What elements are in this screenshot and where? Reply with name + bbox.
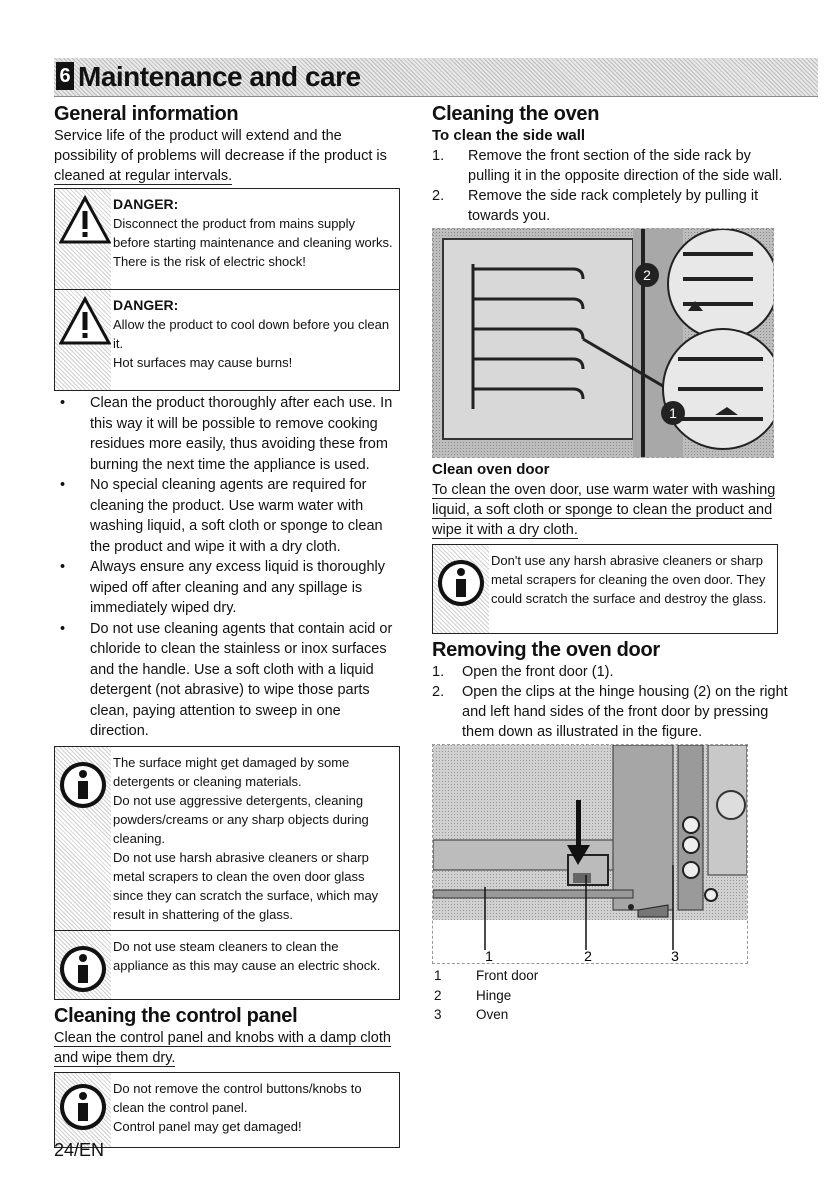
list-item: 2. Remove the side rack completely by pulling it towards you. xyxy=(432,188,759,224)
danger-text: Disconnect the product from mains supply before starting maintenance and cleaning works. xyxy=(113,216,393,250)
warning-triangle-icon xyxy=(59,296,111,346)
list-item: 2. Open the clips at the hinge housing (2) on the right and left hand sides of the front door by pressing them down as illustrated in the figure. xyxy=(432,684,788,740)
section-header xyxy=(54,58,818,97)
callout-label: 1 xyxy=(485,948,493,963)
legend-item: 2 Hinge xyxy=(434,987,512,1003)
list-item: • Do not use cleaning agents that contain acid or chloride to clean the stainless or inox surfaces and the handle. Use a soft cloth with a liquid detergent (not abrasive) to wipe those parts clean, paying attention to sweep in one direction. xyxy=(54,619,400,742)
cleaning-tips-list xyxy=(54,393,400,742)
door-hinge-illustration xyxy=(433,745,747,963)
info-icon xyxy=(57,943,109,995)
side-wall-steps xyxy=(432,146,792,226)
danger-box-burns xyxy=(54,290,400,391)
callout-label: 2 xyxy=(643,267,651,283)
figure-legend xyxy=(432,966,792,1025)
oven-cleaning-heading: Cleaning the oven xyxy=(432,103,600,125)
callout-label: 2 xyxy=(584,948,592,963)
page-number: 24/EN xyxy=(54,1140,105,1160)
danger-label: DANGER: xyxy=(113,297,179,313)
info-text: Do not remove the control buttons/knobs to clean the control panel. xyxy=(113,1080,362,1115)
door-hinge-figure xyxy=(432,744,748,964)
info-text: Control panel may get damaged! xyxy=(113,1118,302,1134)
info-text: Do not use steam cleaners to clean the appliance as this may cause an electric shock. xyxy=(113,938,381,973)
section-number: 6 xyxy=(56,62,74,90)
general-heading: General information xyxy=(54,103,239,125)
info-text: Do not use harsh abrasive cleaners or sharp metal scrapers to clean the oven door glass since they can scratch the surface, which may result in shattering of the glass. xyxy=(113,849,379,922)
legend-item: 1 Front door xyxy=(434,968,539,983)
list-item: 1. Remove the front section of the side rack by pulling it in the opposite direction of the side wall. xyxy=(432,148,783,184)
clean-door-text: To clean the oven door, use warm water with washing liquid, a soft cloth or sponge to clean the product and wipe it with a dry cloth. xyxy=(432,482,776,538)
right-column xyxy=(432,102,792,1025)
info-box-knobs xyxy=(54,1072,400,1148)
info-box-door xyxy=(432,544,778,634)
control-panel-text: Clean the control panel and knobs with a damp cloth and wipe them dry. xyxy=(54,1029,391,1066)
callout-label: 3 xyxy=(671,948,679,963)
section-title: Maintenance and care xyxy=(78,61,361,92)
info-text: Do not use aggressive detergents, cleaning powders/creams or any sharp objects during cleaning. xyxy=(113,792,369,846)
list-item: • No special cleaning agents are required for cleaning the product. Use warm water with washing liquid, a soft cloth or sponge to clean the product and wipe it with a dry cloth. xyxy=(54,475,400,557)
danger-text-2: Hot surfaces may cause burns! xyxy=(113,355,293,370)
side-rack-illustration xyxy=(433,229,773,457)
danger-label: DANGER: xyxy=(113,196,179,212)
list-item: • Always ensure any excess liquid is thoroughly wiped off after cleaning and any spillage is immediately wiped dry. xyxy=(54,557,400,619)
warning-triangle-icon xyxy=(59,195,111,245)
clean-door-subheading: Clean oven door xyxy=(432,461,550,478)
danger-text: Allow the product to cool down before you clean it. xyxy=(113,317,390,351)
info-box-surface xyxy=(54,746,400,931)
side-rack-figure xyxy=(432,228,774,458)
info-icon xyxy=(57,1081,109,1133)
danger-text-2: There is the risk of electric shock! xyxy=(113,254,306,269)
side-wall-subheading: To clean the side wall xyxy=(432,127,586,144)
info-box-steam xyxy=(54,931,400,1000)
removing-door-heading: Removing the oven door xyxy=(432,639,660,661)
list-item: • Clean the product thoroughly after each use. In this way it will be possible to remove cooking residues more easily, thus avoiding these from burning the next time the appliance is used. xyxy=(54,393,400,475)
general-intro: Service life of the product will extend and the possibility of problems will decrease if the product is cleaned at regular intervals. xyxy=(54,128,387,184)
callout-label: 1 xyxy=(669,405,677,421)
info-icon xyxy=(57,759,109,811)
control-panel-heading: Cleaning the control panel xyxy=(54,1004,298,1027)
left-column xyxy=(54,102,400,1148)
info-icon xyxy=(435,557,487,609)
info-text: Don't use any harsh abrasive cleaners or sharp metal scrapers for cleaning the oven door. They could scratch the surface and destroy the glass. xyxy=(491,553,767,606)
list-item: 1. Open the front door (1). xyxy=(432,664,614,680)
info-text: The surface might get damaged by some detergents or cleaning materials. xyxy=(113,754,350,789)
danger-box-shock xyxy=(54,188,400,290)
removing-door-steps xyxy=(432,662,792,742)
legend-item: 3 Oven xyxy=(434,1007,509,1022)
